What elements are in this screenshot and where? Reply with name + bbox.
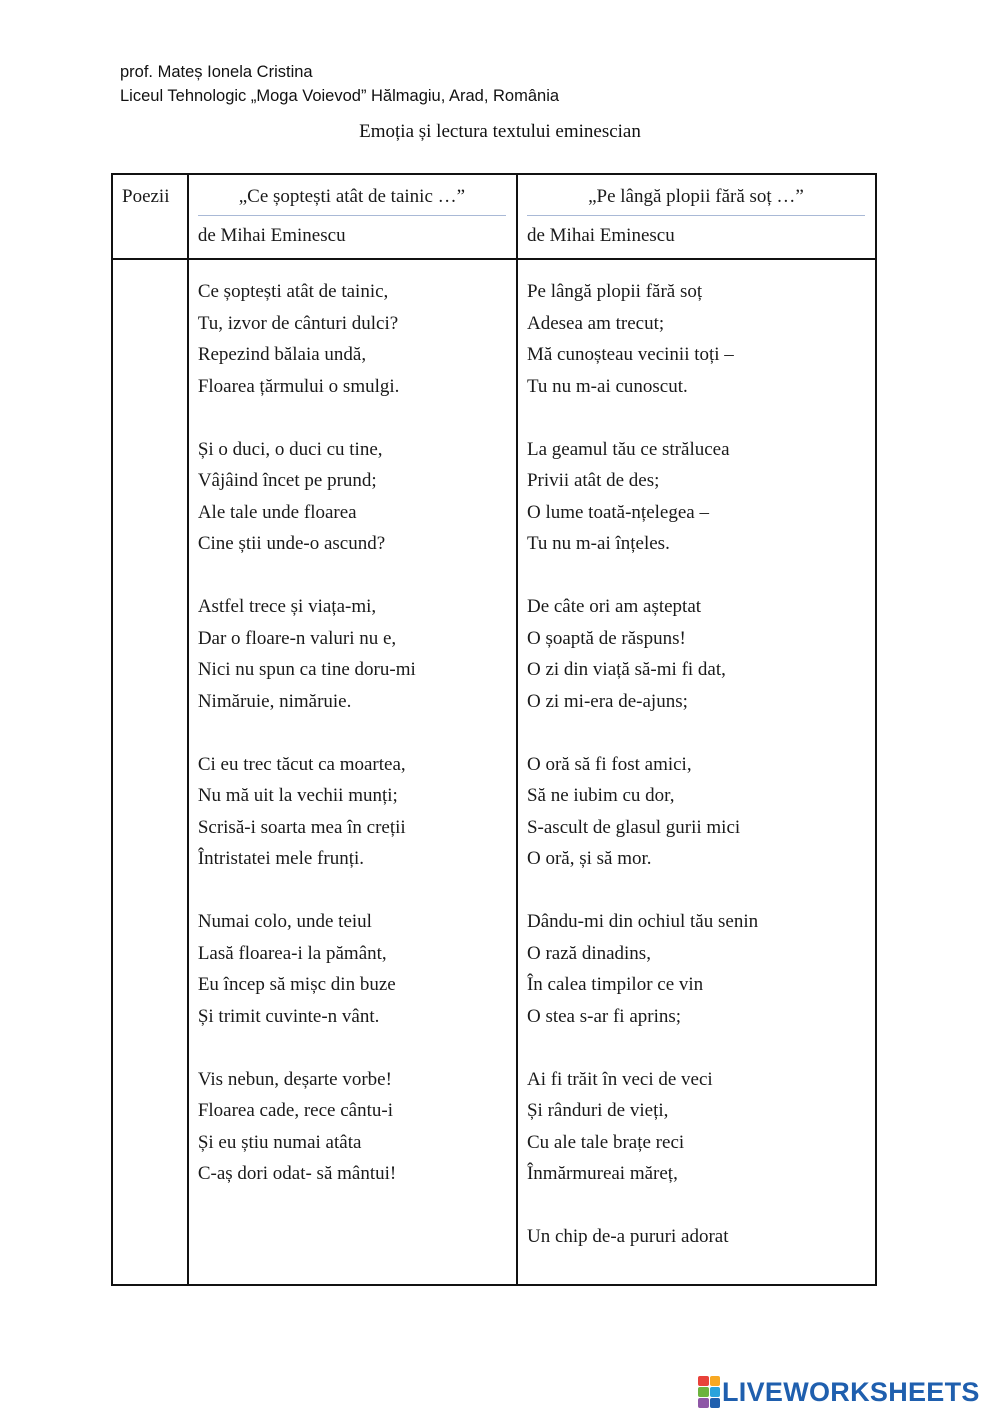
author-block: [120, 60, 559, 108]
poem-line: Mă cunoșteau vecinii toți –: [526, 344, 734, 365]
poem-line: Nimăruie, nimăruie.: [197, 690, 352, 712]
stanza: [527, 434, 867, 560]
poem-line: Ale tale unde floarea: [197, 501, 357, 523]
poem-line: Repezind bălaia undă,: [197, 344, 367, 365]
stanza: [198, 1064, 508, 1190]
liveworksheets-watermark: [698, 1376, 980, 1408]
stanza: [527, 591, 867, 717]
poem-line: Lasă floarea-i la pământ,: [197, 942, 387, 964]
row-label: Poezii: [122, 186, 170, 207]
poem-line: Ci eu trec tăcut ca moartea,: [197, 753, 406, 775]
poem-line: Tu nu m-ai înțeles.: [526, 533, 670, 554]
poem-line: Floarea cade, rece cântu-i: [197, 1100, 393, 1121]
poem1-text-cell: [188, 259, 517, 1285]
poems-table: [111, 173, 877, 1286]
poem1-author: de Mihai Eminescu: [197, 225, 346, 246]
stanza: [198, 276, 508, 402]
poem-line: Tu nu m-ai cunoscut.: [526, 375, 688, 397]
poem-line: Întristatei mele frunți.: [197, 848, 365, 869]
school-line: Liceul Tehnologic „Moga Voievod” Hălmagiu, Arad, România: [120, 87, 560, 105]
poem-line: Astfel trece și viața-mi,: [197, 596, 377, 617]
table-header-row: [112, 174, 876, 259]
poem-line: Să ne iubim cu dor,: [526, 785, 675, 806]
poem1-text: [189, 260, 516, 1190]
poem-line: La geamul tău ce strălucea: [526, 438, 730, 460]
poem-line: Și trimit cuvinte-n vânt.: [197, 1005, 380, 1027]
poem2-author: de Mihai Eminescu: [526, 225, 675, 246]
poem-line: Nu mă uit la vechii munți;: [197, 785, 398, 806]
poem-line: O rază dinadins,: [526, 942, 651, 964]
stanza: [527, 1221, 867, 1253]
poem-line: Cu ale tale brațe reci: [526, 1131, 685, 1153]
poem-line: Și rânduri de vieți,: [526, 1100, 669, 1121]
poem1-title: „Ce șoptești atât de tainic …”: [198, 185, 506, 216]
logo-tile: [698, 1387, 709, 1397]
poem-line: Floarea țărmului o smulgi.: [197, 375, 400, 397]
logo-tile: [710, 1398, 721, 1408]
poem-line: În calea timpilor ce vin: [526, 974, 704, 995]
poem-line: Și eu știu numai atâta: [197, 1131, 362, 1153]
liveworksheets-logo-icon: [698, 1376, 720, 1408]
table-body-row: [112, 259, 876, 1285]
poem-line: O oră, și să mor.: [526, 848, 652, 869]
document-title: Emoția și lectura textului eminescian: [359, 121, 641, 142]
stanza: [198, 906, 508, 1032]
poem-line: Vâjâind încet pe prund;: [197, 470, 377, 491]
poem-line: S-ascult de glasul gurii mici: [526, 816, 741, 838]
poem-line: Scrisă-i soarta mea în creții: [197, 816, 406, 838]
poem-line: Și o duci, o duci cu tine,: [197, 438, 383, 460]
poem2-title: „Pe lângă plopii fără soț …”: [527, 185, 865, 216]
poem-line: Dar o floare-n valuri nu e,: [197, 627, 397, 649]
poem-line: O șoaptă de răspuns!: [526, 627, 686, 649]
author-line: prof. Mateș Ionela Cristina: [120, 63, 313, 81]
poem-line: Privii atât de des;: [526, 470, 660, 491]
watermark-text: LIVEWORKSHEETS: [722, 1376, 980, 1407]
poem-line: Tu, izvor de cânturi dulci?: [197, 312, 399, 334]
stanza: [527, 749, 867, 875]
logo-tile: [710, 1387, 721, 1397]
stanza: [527, 276, 867, 402]
poem-line: O zi mi-era de-ajuns;: [526, 690, 688, 712]
stanza: [527, 1064, 867, 1190]
stanza: [198, 591, 508, 717]
poem-line: Ai fi trăit în veci de veci: [526, 1068, 713, 1090]
logo-tile: [710, 1376, 721, 1386]
poem-line: Înmărmureai măreț,: [526, 1163, 678, 1184]
empty-label-cell: [112, 259, 188, 1285]
poem1-header-cell: [188, 174, 517, 259]
poem-line: O zi din viață să-mi fi dat,: [526, 659, 726, 680]
stanza: [198, 434, 508, 560]
stanza: [198, 749, 508, 875]
row-label-cell: [112, 174, 188, 259]
poem-line: Dându-mi din ochiul tău senin: [526, 911, 759, 932]
poem-line: Numai colo, unde teiul: [197, 911, 372, 932]
logo-tile: [698, 1376, 709, 1386]
poem2-text: [518, 260, 875, 1253]
poem-line: O stea s-ar fi aprins;: [526, 1005, 682, 1027]
poem2-header-cell: [517, 174, 876, 259]
poem-line: Vis nebun, deșarte vorbe!: [197, 1068, 392, 1090]
poem-line: Eu încep să mișc din buze: [197, 974, 396, 995]
poem-line: C-aș dori odat- să mântui!: [197, 1163, 397, 1184]
poem-line: O oră să fi fost amici,: [526, 753, 692, 775]
poem-line: Un chip de-a pururi adorat: [526, 1226, 729, 1247]
stanza: [527, 906, 867, 1032]
poem-line: Adesea am trecut;: [526, 312, 665, 334]
poem-line: De câte ori am așteptat: [526, 596, 702, 617]
poem-line: Nici nu spun ca tine doru-mi: [197, 659, 416, 680]
poem-line: Ce șoptești atât de tainic,: [197, 281, 389, 302]
poem-line: O lume toată-nțelegea –: [526, 501, 709, 523]
poem2-text-cell: [517, 259, 876, 1285]
logo-tile: [698, 1398, 709, 1408]
poem-line: Pe lângă plopii fără soț: [526, 281, 703, 302]
poem-line: Cine știi unde-o ascund?: [197, 533, 386, 554]
